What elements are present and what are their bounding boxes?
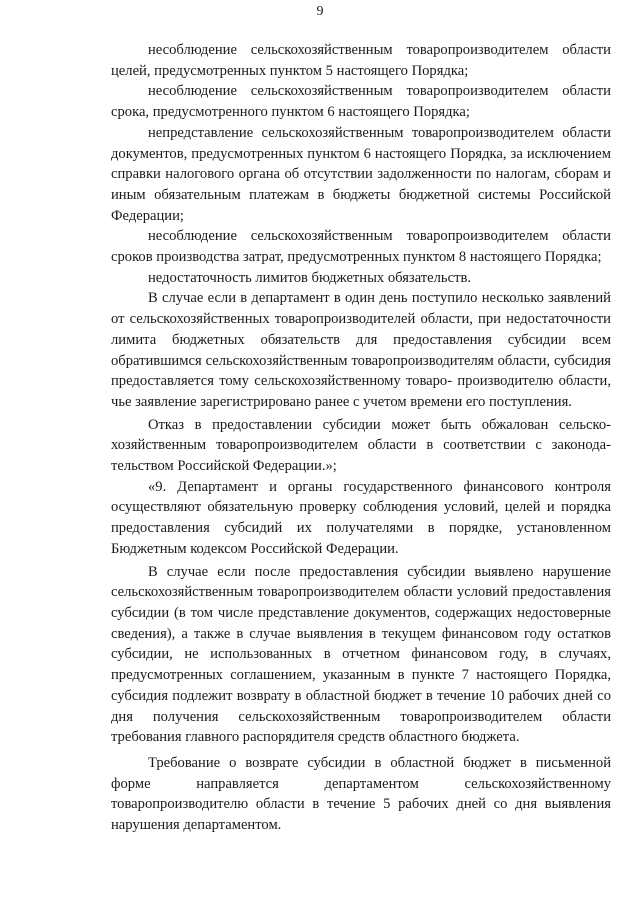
paragraph: «9. Департамент и органы государственного финансового контроля осуществляют обязательную проверку соблюдения условий, целей и порядка предоставления субсидий их получателями в порядке, установленном Бюджетным кодексом Российской Федерации. [111, 478, 611, 557]
document-body [111, 40, 611, 836]
paragraph: В случае если в департамент в один день поступило несколько заявлений от сельскохозяйственных товаропроизводителей области, при недостаточности лимита бюджетных обязательств для предоставления субсидии всем обратившимся сельскохозяйственным товаропроизводителям области, субсидия предоставляется тому сельскохозяйственному товаро- производителю области, чье заявление зарегистрировано ранее с учетом времени его поступления. [111, 290, 611, 410]
paragraph: Отказ в предоставлении субсидии может быть обжалован сельско- хозяйственным товаропроизводителем области в соответствии с законода- тельством Российской Федерации.»; [111, 416, 611, 475]
paragraph: несоблюдение сельскохозяйственным товаропроизводителем области срока, предусмотренного пунктом 6 настоящего Порядка; [111, 83, 611, 121]
paragraph: непредставление сельскохозяйственным товаропроизводителем области документов, предусмотренных пунктом 6 настоящего Порядка, за исключением справки налогового органа об отсутствии задолженности по налогам, сборам и иным обязательным платежам в бюджеты бюджетной системы Российской Федерации; [111, 124, 611, 224]
paragraph: недостаточность лимитов бюджетных обязательств. [148, 269, 471, 286]
paragraph: В случае если после предоставления субсидии выявлено нарушение сельскохозяйственным товаропроизводителем области условий предоставления субсидии (в том числе представление документов, содержащих недостоверные сведения), а также в случае выявления в текущем финансовом году остатков субсидии, не использованных в отчетном финансовом году, в случаях, предусмотренных соглашением, указанным в пункте 7 настоящего Порядка, субсидия подлежит возврату в областной бюджет в течение 10 рабочих дней со дня получения сельскохозяйственным товаропроизводителем области требования главного распорядителя средств областного бюджета. [111, 563, 611, 746]
page-number: 9 [316, 4, 324, 19]
paragraph: несоблюдение сельскохозяйственным товаропроизводителем области сроков производства затрат, предусмотренных пунктом 8 настоящего Порядка; [111, 228, 611, 266]
paragraph: несоблюдение сельскохозяйственным товаропроизводителем области целей, предусмотренных пунктом 5 настоящего Порядка; [111, 42, 611, 79]
paragraph: Требование о возврате субсидии в областной бюджет в письменной форме направляется департаментом сельскохозяйственному товаропроизводителю области в течение 5 рабочих дней со дня выявления нарушения департаментом. [111, 754, 611, 834]
